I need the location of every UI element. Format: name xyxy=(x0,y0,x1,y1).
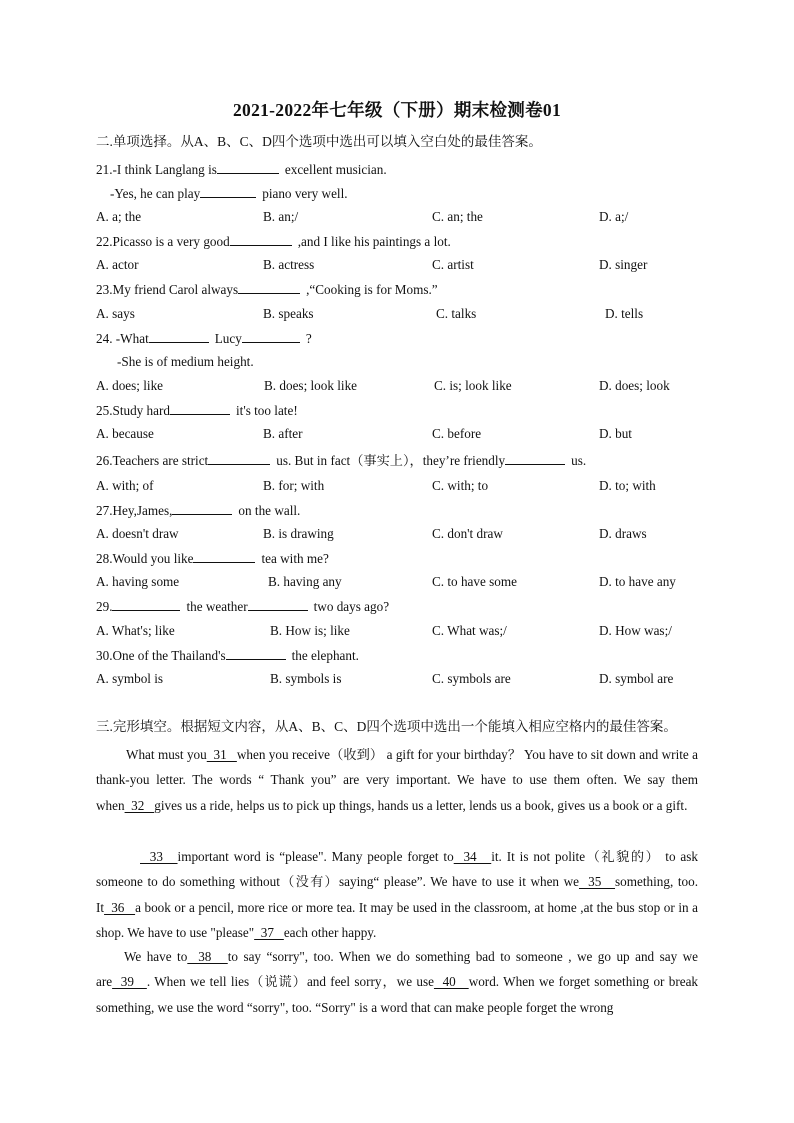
answer-blank[interactable] xyxy=(193,549,255,563)
option-c[interactable]: C. before xyxy=(432,426,482,441)
option-c[interactable]: C. is; look like xyxy=(434,378,512,393)
option-b[interactable]: B. for; with xyxy=(263,478,325,493)
option-a[interactable]: A. symbol is xyxy=(96,671,164,686)
passage-text: each other happy. xyxy=(283,925,377,941)
passage-text: it. It is not polite（礼貌的） to ask someone to do something without（没有）saying“ please”. We have to use it when we xyxy=(96,849,699,890)
question-text: tea with me? xyxy=(261,551,329,566)
option-c[interactable]: C. artist xyxy=(432,257,474,272)
cloze-blank[interactable]: 34 xyxy=(453,849,492,864)
question-23-line xyxy=(96,280,438,299)
passage-text: a book or a pencil, more rice or more tea. It may be used in the classroom, at home ,at the bus stop or in a shop. We have to use "please" xyxy=(96,899,699,941)
question-text: excellent musician. xyxy=(284,162,387,177)
option-b[interactable]: B. does; look like xyxy=(264,378,358,393)
option-c[interactable]: C. with; to xyxy=(432,478,489,493)
question-text: 26.Teachers are strict xyxy=(96,453,209,468)
question-text: 30.One of the Thailand's xyxy=(96,648,226,663)
passage-paragraph xyxy=(96,944,698,1020)
passage-text: gives us a ride, helps us to pick up things, hands us a letter, lends us a book, gives us a book or a gift. xyxy=(154,797,688,813)
option-c[interactable]: C. symbols are xyxy=(432,671,511,686)
question-text: 28.Would you like xyxy=(96,551,194,566)
option-b[interactable]: B. How is; like xyxy=(270,623,350,638)
question-21-line xyxy=(110,184,348,203)
answer-blank[interactable] xyxy=(172,501,232,515)
question-25-line xyxy=(96,401,298,420)
question-text: -Yes, he can play xyxy=(110,186,201,201)
cloze-blank[interactable]: 40 xyxy=(433,974,469,990)
answer-blank[interactable] xyxy=(230,232,292,246)
question-21-line xyxy=(96,160,387,179)
question-text: Lucy xyxy=(214,331,242,346)
option-d[interactable]: D. draws xyxy=(599,526,647,541)
option-c[interactable]: C. talks xyxy=(436,306,477,321)
option-a[interactable]: A. doesn't draw xyxy=(96,526,179,541)
option-c[interactable]: C. What was;/ xyxy=(432,623,507,638)
question-text: piano very well. xyxy=(262,186,348,201)
question-28-line xyxy=(96,549,329,568)
option-d[interactable]: D. does; look xyxy=(599,378,670,393)
question-text: -She is of medium height. xyxy=(117,354,254,369)
option-a[interactable]: A. having some xyxy=(96,574,180,589)
option-b[interactable]: B. is drawing xyxy=(263,526,334,541)
passage-text: . When we tell lies（说谎）and feel sorry，we use xyxy=(146,974,434,990)
passage-text: when you receive（收到） a gift for your birthday？ You have to sit down and write a thank-you letter. The words “ Thank you” are very important. We have to use them often. We say them when xyxy=(96,747,698,813)
option-a[interactable]: A. with; of xyxy=(96,478,154,493)
question-text: the elephant. xyxy=(291,648,359,663)
passage-text: What must you xyxy=(126,747,207,762)
question-24-line xyxy=(96,329,312,348)
passage-text: We have to xyxy=(124,949,188,964)
question-text: two days ago? xyxy=(313,599,390,614)
question-text: 25.Study hard xyxy=(96,403,170,418)
passage-paragraph xyxy=(96,742,698,818)
question-24-line xyxy=(117,353,254,371)
option-a[interactable]: A. What's; like xyxy=(96,623,175,638)
answer-blank[interactable] xyxy=(238,280,300,294)
question-text: ? xyxy=(305,331,312,346)
cloze-blank[interactable]: 32 xyxy=(124,797,155,813)
answer-blank[interactable] xyxy=(208,451,270,465)
page-title: 2021-2022年七年级（下册）期末检测卷01 xyxy=(232,100,562,120)
option-d[interactable]: D. to have any xyxy=(599,574,676,589)
cloze-blank[interactable]: 37 xyxy=(254,925,284,941)
option-c[interactable]: C. don't draw xyxy=(432,526,503,541)
option-d[interactable]: D. but xyxy=(599,426,632,441)
question-30-line xyxy=(96,646,359,665)
answer-blank[interactable] xyxy=(200,184,256,198)
passage-text: word. When we forget something or break something, we use the word “sorry", too. “Sorry" is a word that can make people forget the wrong xyxy=(96,974,699,1015)
option-b[interactable]: B. an;/ xyxy=(263,209,299,224)
question-text: ,“Cooking is for Moms.” xyxy=(306,282,438,297)
question-text: 24. -What xyxy=(96,331,149,346)
answer-blank[interactable] xyxy=(170,401,230,415)
answer-blank[interactable] xyxy=(505,451,565,465)
option-b[interactable]: B. symbols is xyxy=(270,671,342,686)
section-2-heading: 二.单项选择。从A、B、C、D四个选项中选出可以填入空白处的最佳答案。 xyxy=(96,134,542,149)
answer-blank[interactable] xyxy=(242,329,300,343)
question-text: 22.Picasso is a very good xyxy=(96,234,230,249)
question-text: 23.My friend Carol always xyxy=(96,282,239,297)
option-d[interactable]: D. tells xyxy=(605,306,644,321)
option-b[interactable]: B. having any xyxy=(268,574,342,589)
cloze-blank[interactable]: 35 xyxy=(578,874,616,890)
answer-blank[interactable] xyxy=(112,597,180,611)
option-a[interactable]: A. because xyxy=(96,426,154,441)
question-text: it's too late! xyxy=(236,403,298,418)
question-text: the weather xyxy=(186,599,248,614)
cloze-blank[interactable]: 38 xyxy=(187,949,228,964)
option-a[interactable]: A. does; like xyxy=(96,378,164,393)
answer-blank[interactable] xyxy=(149,329,209,343)
option-d[interactable]: D. a;/ xyxy=(599,209,629,224)
question-22-line xyxy=(96,232,451,251)
option-a[interactable]: A. a; the xyxy=(96,209,142,224)
option-a[interactable]: A. says xyxy=(96,306,135,321)
option-d[interactable]: D. singer xyxy=(599,257,648,272)
question-29-line xyxy=(96,597,389,616)
cloze-blank[interactable]: 33 xyxy=(140,849,178,864)
question-text: us. xyxy=(571,453,587,468)
passage-text: to say “sorry", too. When we do something bad to someone , we go up and say we are xyxy=(96,949,698,990)
question-text: 21.-I think Langlang is xyxy=(96,162,217,177)
answer-blank[interactable] xyxy=(217,160,279,174)
cloze-blank[interactable]: 36 xyxy=(104,899,136,915)
question-text: 29. xyxy=(96,599,113,614)
section-3-heading: 三.完形填空。根据短文内容，从A、B、C、D四个选项中选出一个能填入相应空格内的最佳答案。 xyxy=(96,719,677,734)
option-d[interactable]: D. symbol are xyxy=(599,671,674,686)
question-26-line xyxy=(96,451,586,470)
option-c[interactable]: C. an; the xyxy=(432,209,483,224)
passage-text: something, too. It xyxy=(96,874,698,915)
option-a[interactable]: A. actor xyxy=(96,257,139,272)
cloze-blank[interactable]: 39 xyxy=(112,974,147,990)
answer-blank[interactable] xyxy=(248,597,308,611)
option-b[interactable]: B. actress xyxy=(263,257,315,272)
option-c[interactable]: C. to have some xyxy=(432,574,517,589)
question-text: on the wall. xyxy=(238,503,301,518)
cloze-blank[interactable]: 31 xyxy=(206,747,237,762)
question-text: 27.Hey,James, xyxy=(96,503,173,518)
question-text: ,and I like his paintings a lot. xyxy=(297,234,451,249)
passage-paragraph xyxy=(96,844,698,946)
question-27-line xyxy=(96,501,300,520)
answer-blank[interactable] xyxy=(226,646,286,660)
option-d[interactable]: D. How was;/ xyxy=(599,623,672,638)
option-b[interactable]: B. after xyxy=(263,426,303,441)
option-d[interactable]: D. to; with xyxy=(599,478,656,493)
option-b[interactable]: B. speaks xyxy=(263,306,314,321)
passage-text: important word is “please". Many people forget to xyxy=(177,849,454,864)
question-text: us. But in fact（事实上），they’re friendly xyxy=(276,453,506,468)
